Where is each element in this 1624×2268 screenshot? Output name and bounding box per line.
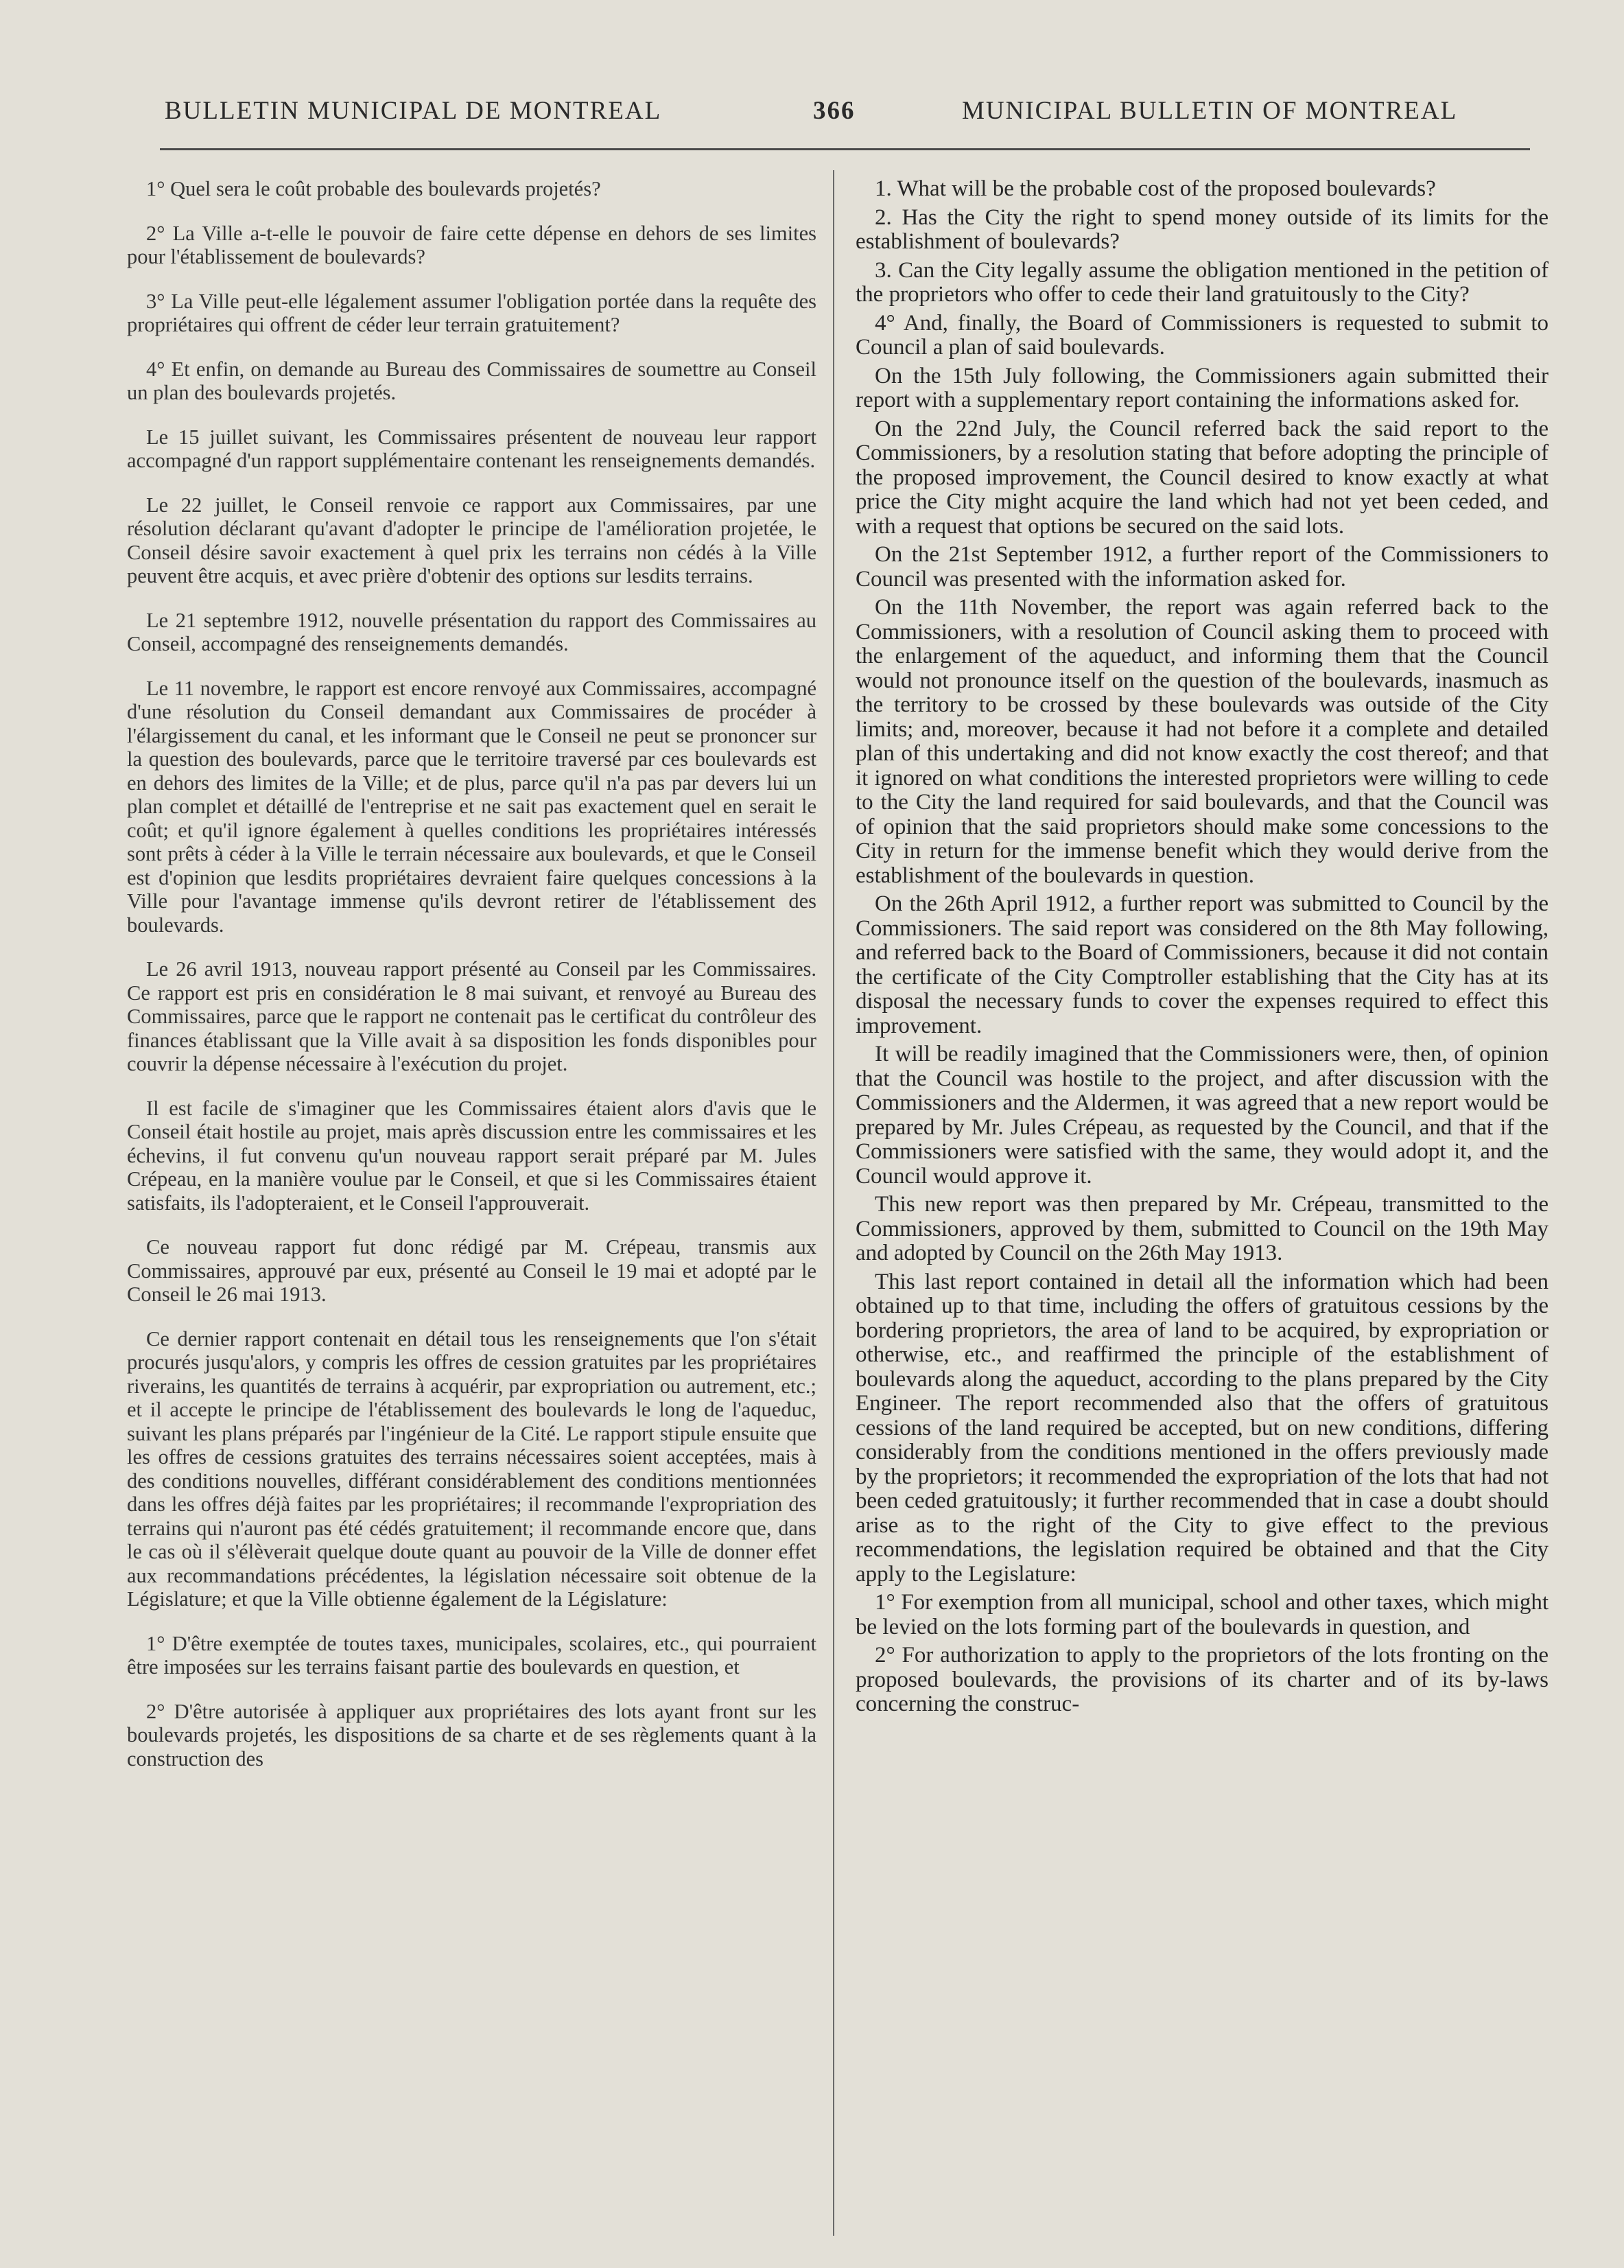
en-paragraph-4: 4° And, finally, the Board of Commissioners is requested to submit to Council a plan of said boulevards. (856, 310, 1549, 360)
en-paragraph-5: On the 15th July following, the Commissioners again submitted their report with a supplementary report containing the informations asked for. (856, 363, 1549, 412)
en-paragraph-6: On the 22nd July, the Council referred back the said report to the Commissioners, by a resolution stating that before adopting the principle of the proposed improvement, the Council desired to know exactly at what price the City might acquire the land which had not yet been ceded, and with a request that options be secured on the said lots. (856, 416, 1549, 539)
fr-paragraph-14: 2° D'être autorisée à appliquer aux propriétaires des lots ayant front sur les boulevards projetés, les dispositions de sa charte et de ses règlements quant à la construction des (127, 1699, 816, 1770)
fr-paragraph-7: Le 21 septembre 1912, nouvelle présentation du rapport des Commissaires au Conseil, accompagné des renseignements demandés. (127, 608, 816, 655)
fr-paragraph-11: Ce nouveau rapport fut donc rédigé par M. Crépeau, transmis aux Commissaires, approuvé par eux, présenté au Conseil le 19 mai et adopté par le Conseil le 26 mai 1913. (127, 1235, 816, 1306)
en-paragraph-14: 2° For authorization to apply to the proprietors of the lots fronting on the proposed boulevards, the provisions of its charter and of its by-laws concerning the construc- (856, 1643, 1549, 1716)
header-french-title: BULLETIN MUNICIPAL DE MONTREAL (165, 97, 662, 125)
en-paragraph-1: 1. What will be the probable cost of the proposed boulevards? (875, 176, 1436, 201)
english-column (856, 177, 1549, 1721)
en-paragraph-10: It will be readily imagined that the Commissioners were, then, of opinion that the Council was hostile to the project, and after discussion with the Commissioners and the Aldermen, it was agreed that a new report would be prepared by Mr. Jules Crépeau, as requested by the Council, and that if the Commissioners were satisfied with the same, they would adopt it, and the Council would approve it. (856, 1042, 1549, 1189)
fr-paragraph-5: Le 15 juillet suivant, les Commissaires présentent de nouveau leur rapport accompagné d'un rapport supplémentaire contenant les renseignements demandés. (127, 425, 816, 472)
fr-paragraph-12: Ce dernier rapport contenait en détail tous les renseignements que l'on s'était procurés jusqu'alors, y compris les offres de cession gratuites par les propriétaires riverains, les quantités de terrains à acquérir, par expropriation ou autrement, etc.; et il accepte le principe de l'établissement des boulevards le long de l'aqueduc, suivant les plans préparés par l'ingénieur de la Cité. Le rapport stipule ensuite que les offres de cessions gratuites des terrains nécessaires soient acceptées, mais à des conditions nouvelles, différant considérablement des conditions mentionnées dans les offres déjà faites par les propriétaires; il recommande l'expropriation des terrains qui n'auront pas été cédés gratuitement; il recommande encore que, dans le cas où il s'élèverait quelque doute quant au pouvoir de la Ville de donner effet aux recommandations précédentes, la législation nécessaire soit obtenue de la Législature; et que la Ville obtienne également de la Législature: (127, 1326, 816, 1611)
fr-paragraph-10: Il est facile de s'imaginer que les Commissaires étaient alors d'avis que le Conseil était hostile au projet, mais après discussion entre les commissaires et les échevins, il fut convenu qu'un nouveau rapport serait préparé par M. Jules Crépeau, en la manière voulue par le Conseil, et que si les Commissaires étaient satisfaits, ils l'adopteraient, et le Conseil l'approuverait. (127, 1096, 816, 1215)
fr-paragraph-13: 1° D'être exemptée de toutes taxes, municipales, scolaires, etc., qui pourraient être imposées sur les terrains faisant partie des boulevards en question, et (127, 1631, 816, 1679)
page-number: 366 (813, 97, 856, 125)
fr-paragraph-6: Le 22 juillet, le Conseil renvoie ce rapport aux Commissaires, par une résolution déclarant qu'avant d'adopter le principe de l'amélioration projetée, le Conseil désire savoir exactement à quel prix les terrains non cédés à la Ville peuvent être acquis, et avec prière d'obtenir des options sur lesdits terrains. (127, 493, 816, 587)
french-column (127, 177, 816, 1791)
column-divider (833, 170, 834, 2236)
en-paragraph-7: On the 21st September 1912, a further report of the Commissioners to Council was presented with the information asked for. (856, 542, 1549, 592)
fr-paragraph-9: Le 26 avril 1913, nouveau rapport présenté au Conseil par les Commissaires. Ce rapport est pris en considération le 8 mai suivant, et renvoyé au Bureau des Commissaires, parce que le rapport ne contenait pas le certificat du contrôleur des finances établissant que la Ville avait à sa disposition les fonds disponibles pour couvrir la dépense nécessaire à l'exécution du projet. (127, 957, 816, 1075)
header-rule (160, 148, 1530, 150)
fr-paragraph-4: 4° Et enfin, on demande au Bureau des Commissaires de soumettre au Conseil un plan des boulevards projetés. (127, 357, 816, 404)
fr-paragraph-8: Le 11 novembre, le rapport est encore renvoyé aux Commissaires, accompagné d'une résolution du Conseil demandant aux Commissaires de procéder à l'élargissement du canal, et les informant que le Conseil ne peut se prononcer sur la question des boulevards, parce que le territoire traversé par ces boulevards est en dehors des limites de la Ville; et de plus, parce qu'il n'a pas par devers lui un plan complet et détaillé de l'entreprise et ne sait pas exactement quel en serait le coût; et qu'il ignore également à quelles conditions les propriétaires intéressés sont prêts à céder à la Ville le terrain nécessaire aux boulevards, et que le Conseil est d'opinion que lesdits propriétaires devraient faire quelques concessions à la Ville pour l'avantage immense qu'ils devront retirer de l'établissement des boulevards. (127, 676, 816, 937)
fr-paragraph-1: 1° Quel sera le coût probable des boulevards projetés? (146, 177, 601, 200)
page-header (158, 96, 1527, 137)
fr-paragraph-3: 3° La Ville peut-elle légalement assumer l'obligation portée dans la requête des propriétaires qui offrent de céder leur terrain gratuitement? (127, 289, 816, 336)
en-paragraph-8: On the 11th November, the report was again referred back to the Commissioners, with a resolution of Council asking them to proceed with the enlargement of the aqueduct, and informing them that the Council would not pronounce itself on the question of the boulevards, inasmuch as the territory to be crossed by these boulevards was outside of the City limits; and, moreover, because it had not before it a complete and detailed plan of this undertaking and did not know exactly the cost thereof; and that it ignored on what conditions the interested proprietors were willing to cede to the City the land required for said boulevards, and that the Council was of opinion that the said proprietors should make some concessions to the City in return for the immense benefit which they would derive from the establishment of the boulevards in question. (856, 595, 1549, 888)
en-paragraph-9: On the 26th April 1912, a further report was submitted to Council by the Commissioners. The said report was considered on the 8th May following, and referred back to the Board of Commissioners, because it did not contain the certificate of the City Comptroller establishing that the City has at its disposal the necessary funds to cover the expenses required to effect this improvement. (856, 891, 1549, 1038)
en-paragraph-2: 2. Has the City the right to spend money outside of its limits for the establishment of boulevards? (856, 204, 1549, 254)
fr-paragraph-2: 2° La Ville a-t-elle le pouvoir de faire cette dépense en dehors de ses limites pour l'établissement de boulevards? (127, 221, 816, 268)
en-paragraph-12: This last report contained in detail all the information which had been obtained up to that time, including the offers of gratuitous cessions by the bordering proprietors, the area of land to be acquired, by expropriation or otherwise, etc., and reaffirmed the principle of the establishment of boulevards along the aqueduct, according to the plans prepared by the City Engineer. The report recommended also that the offers of gratuitous cessions of the land required be accepted, but on new conditions, differing considerably from the conditions mentioned in the offers previously made by the proprietors; it recommended the expropriation of the lots that had not been ceded gratuitously; it further recommended that in case a doubt should arise as to the right of the City to give effect to the previous recommendations, the legislation required be obtained and that the City apply to the Legislature: (856, 1269, 1549, 1587)
en-paragraph-13: 1° For exemption from all municipal, school and other taxes, which might be levied on the lots forming part of the boulevards in question, and (856, 1590, 1549, 1639)
header-english-title: MUNICIPAL BULLETIN OF MONTREAL (962, 97, 1458, 125)
en-paragraph-11: This new report was then prepared by Mr. Crépeau, transmitted to the Commissioners, approved by them, submitted to Council on the 19th May and adopted by Council on the 26th May 1913. (856, 1192, 1549, 1265)
en-paragraph-3: 3. Can the City legally assume the obligation mentioned in the petition of the proprietors who offer to cede their land gratuitously to the City? (856, 257, 1549, 307)
